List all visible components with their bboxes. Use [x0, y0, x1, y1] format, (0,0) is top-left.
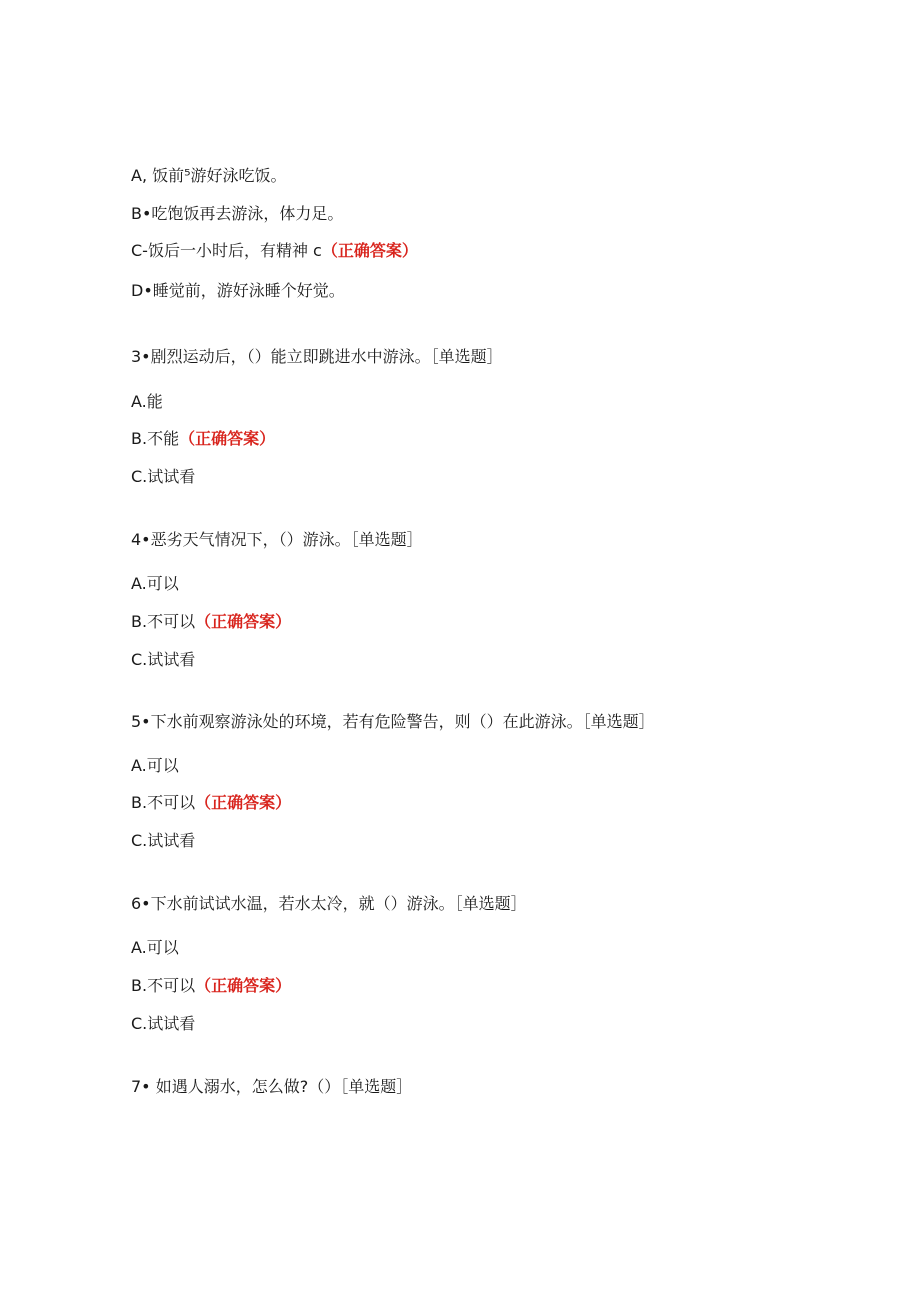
option-text: C-饭后一小时后，有精神 c [131, 241, 322, 260]
question-text: 6•下水前试试水温，若水太冷，就（）游泳。［单选题］ [131, 894, 527, 913]
option-6a [131, 938, 179, 958]
option-6b [131, 976, 291, 996]
option-4b [131, 612, 291, 632]
option-text: B•吃饱饭再去游泳，体力足。 [131, 204, 344, 223]
option-2c [131, 241, 418, 261]
question-text: 4•恶劣天气情况下，（）游泳。［单选题］ [131, 530, 423, 549]
question-text: 3•剧烈运动后，（）能立即跳进水中游泳。［单选题］ [131, 347, 503, 366]
option-5b [131, 793, 291, 813]
option-text: B.不可以 [131, 793, 196, 812]
option-6c [131, 1014, 195, 1034]
correct-answer-mark: （正确答案） [321, 241, 418, 260]
option-text: C.试试看 [131, 1014, 196, 1033]
option-2a [131, 166, 287, 186]
option-text: C.试试看 [131, 467, 196, 486]
question-4 [131, 530, 423, 550]
option-text: C.试试看 [131, 650, 196, 669]
option-5c [131, 831, 195, 851]
question-7 [131, 1077, 412, 1097]
option-text: B.不可以 [131, 612, 196, 631]
correct-answer-mark: （正确答案） [195, 612, 292, 631]
option-4a [131, 574, 179, 594]
option-3c [131, 467, 195, 487]
question-3 [131, 347, 503, 367]
option-text: A.可以 [131, 574, 179, 593]
option-5a [131, 756, 179, 776]
option-4c [131, 650, 195, 670]
correct-answer-mark: （正确答案） [179, 429, 276, 448]
option-text: A.可以 [131, 938, 179, 957]
option-text: A, 饭前⁵游好泳吃饭。 [131, 166, 287, 185]
question-text: 5•下水前观察游泳处的环境，若有危险警告，则（）在此游泳。［单选题］ [131, 712, 655, 731]
correct-answer-mark: （正确答案） [195, 976, 292, 995]
option-2d [131, 281, 345, 301]
option-text: B.不能 [131, 429, 180, 448]
question-6 [131, 894, 527, 914]
question-5 [131, 712, 655, 732]
option-2b [131, 204, 343, 224]
option-3b [131, 429, 275, 449]
question-text: 7• 如遇人溺水，怎么做?（）［单选题］ [131, 1077, 413, 1096]
option-text: B.不可以 [131, 976, 196, 995]
option-text: C.试试看 [131, 831, 196, 850]
option-text: A.能 [131, 392, 163, 411]
option-text: D•睡觉前，游好泳睡个好觉。 [131, 281, 345, 300]
option-text: A.可以 [131, 756, 179, 775]
correct-answer-mark: （正确答案） [195, 793, 292, 812]
option-3a [131, 392, 163, 412]
